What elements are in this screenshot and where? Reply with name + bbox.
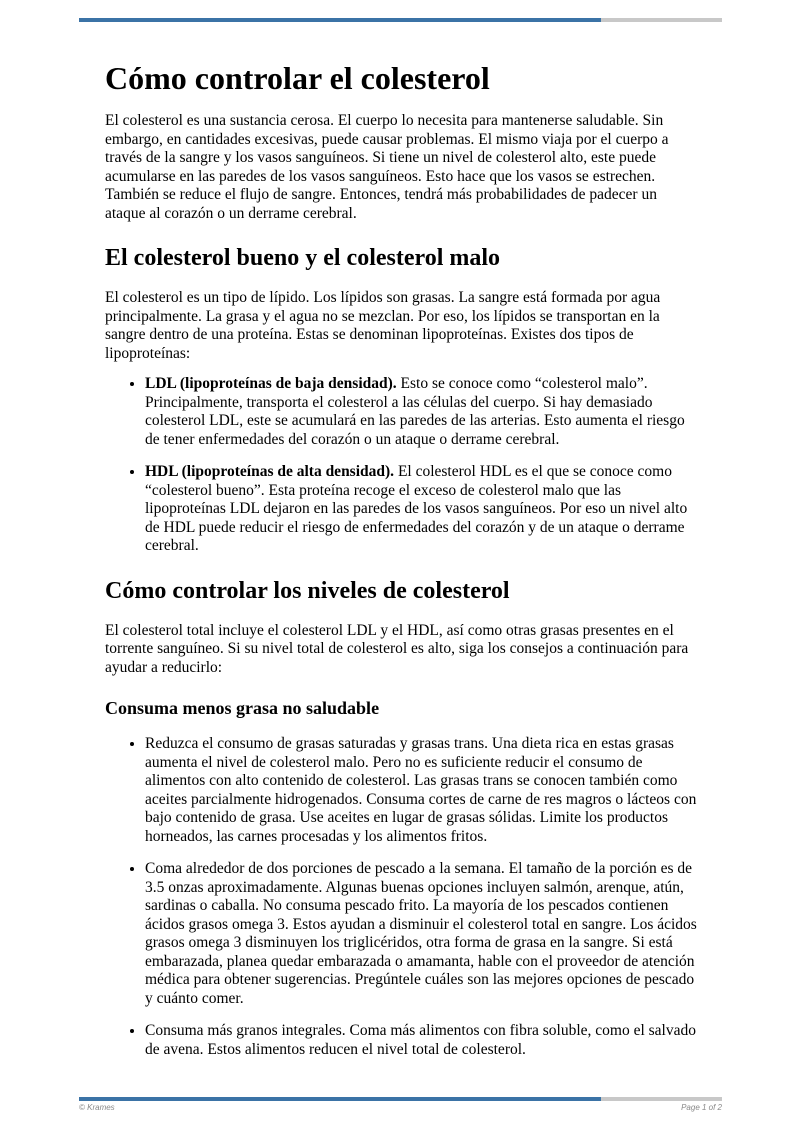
ldl-description: Esto se conoce como “colesterol malo”. Principalmente, transporta el colesterol a las células del cuerpo. Si hay demasiado colesterol LDL, este se acumulará en las paredes de las arterias. Esto aumenta el riesgo de tener enfermedades del corazón o un ataque o derrame cerebral. (145, 375, 685, 448)
list-item-hdl (145, 463, 700, 556)
footer-page-number: Page 1 of 2 (681, 1103, 722, 1112)
list-item: • Coma alrededor de dos porciones de pescado a la semana. El tamaño de la porción es de 3.5 onzas aproximadamente. Algunas buenas opciones incluyen salmón, arenque, atún, sardinas o caballa. No consuma pescado frito. La mayoría de los pescados contienen ácidos grasos omega 3. Estos ayudan a disminuir el colesterol total en sangre. Los ácidos grasos omega 3 disminuyen los triglicéridos, otra forma de grasa en la sangre. Si está embarazada, planea quedar embarazada o amamanta, hable con el proveedor de atención médica para obtener sugerencias. Pregúntele cuáles son las mejores opciones de pescado y cuánto comer. (145, 860, 700, 1008)
section-heading-good-bad-cholesterol: El colesterol bueno y el colesterol malo (105, 245, 501, 271)
document-body (105, 52, 700, 1073)
header-divider (79, 18, 722, 22)
footer-divider-accent (79, 1097, 601, 1101)
section-paragraph-lipids: El colesterol es un tipo de lípido. Los lípidos son grasas. La sangre está formada por agua principalmente. La grasa y el agua no se mezclan. Por eso, los lípidos se transportan en la sangre dentro de una proteína. Estas se denominan lipoproteínas. Existes dos tipos de lipoproteínas: (105, 289, 661, 362)
header-divider-accent (79, 18, 601, 22)
list-item: • Reduzca el consumo de grasas saturadas y grasas trans. Una dieta rica en estas grasas aumenta el nivel de colesterol malo. Pero no es suficiente reducir el consumo de alimentos con alto contenido de colesterol. Las grasas trans se conocen también como aceites parcialmente hidrogenados. Consuma cortes de carne de res magros o lácteos con bajo contenido de grasa. Use aceites en lugar de grasas sólidas. Limite los productos horneados, las carnes procesadas y los alimentos fritos. (145, 735, 700, 846)
section-paragraph-total-cholesterol: El colesterol total incluye el colesterol LDL y el HDL, así como otras grasas presentes en el torrente sanguíneo. Si su nivel total de colesterol es alto, siga los consejos a continuación para ayudar a reducirlo: (105, 621, 689, 676)
lipoprotein-list (105, 375, 700, 556)
ldl-term: LDL (lipoproteínas de baja densidad). (145, 375, 397, 392)
advice-list (105, 735, 700, 1059)
hdl-term: HDL (lipoproteínas de alta densidad). (145, 463, 395, 480)
page-title: Cómo controlar el colesterol (105, 60, 490, 96)
list-item: • Consuma más granos integrales. Coma más alimentos con fibra soluble, como el salvado de avena. Estos alimentos reducen el nivel total de colesterol. (145, 1022, 700, 1059)
page-footer (79, 1103, 722, 1112)
subsection-heading-less-fat: Consuma menos grasa no saludable (105, 698, 380, 718)
list-item-ldl (145, 375, 700, 449)
intro-paragraph: El colesterol es una sustancia cerosa. El cuerpo lo necesita para mantenerse saludable. Sin embargo, en cantidades excesivas, puede causar problemas. El mismo viaja por el cuerpo a través de la sangre y los vasos sanguíneos. Si tiene un nivel de colesterol alto, este puede acumularse en las paredes de los vasos sanguíneos. Esto hace que los vasos se estrechen. También se reduce el flujo de sangre. Entonces, tendrá más probabilidades de padecer un ataque al corazón o un derrame cerebral. (105, 112, 669, 222)
footer-divider (79, 1097, 722, 1101)
section-heading-control-levels: Cómo controlar los niveles de colesterol (105, 577, 510, 604)
hdl-description: El colesterol HDL es el que se conoce como “colesterol bueno”. Esta proteína recoge el exceso de colesterol malo que las lipoproteínas LDL dejaron en las paredes de los vasos sanguíneos. Por eso un nivel alto de HDL puede reducir el riesgo de enfermedades del corazón y de un ataque o derrame cerebral. (145, 463, 688, 554)
footer-copyright: © Krames (79, 1103, 115, 1112)
